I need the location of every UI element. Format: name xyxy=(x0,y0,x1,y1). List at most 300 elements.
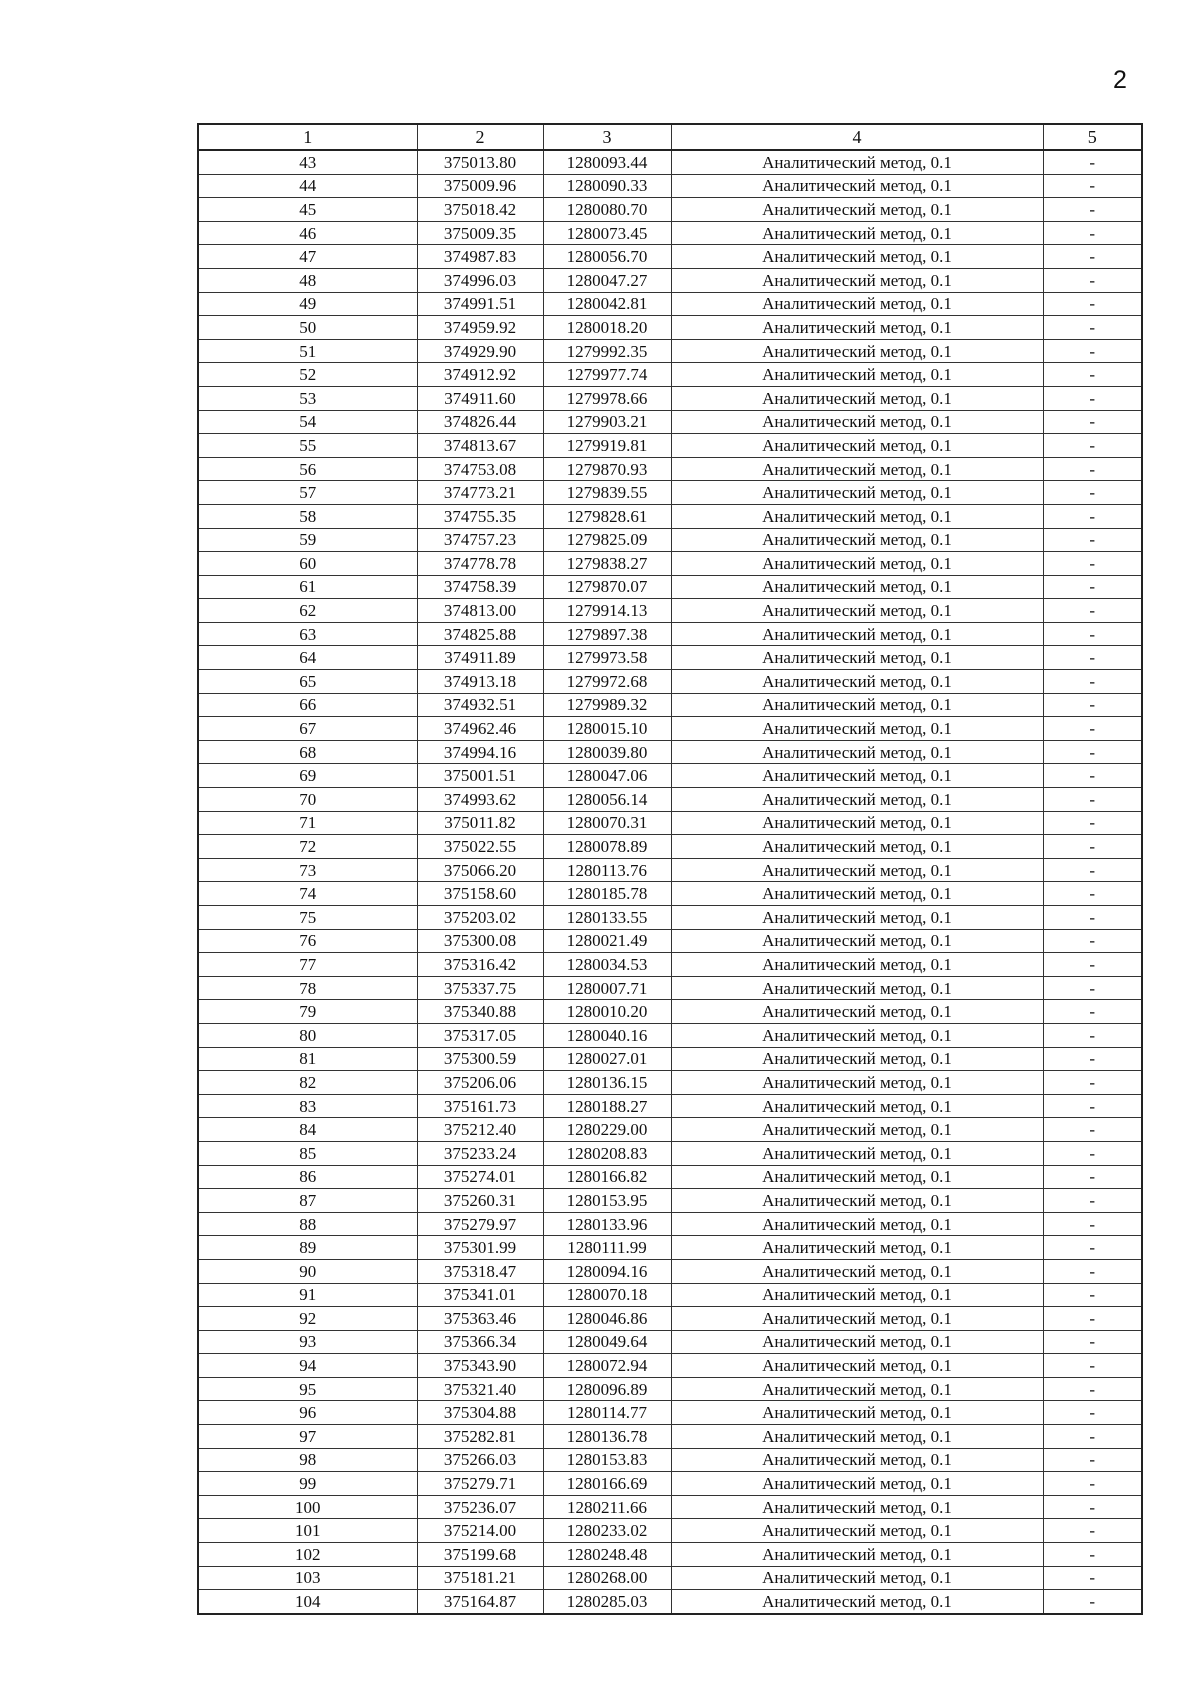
cell-x: 374755.35 xyxy=(417,504,543,528)
cell-method: Аналитический метод, 0.1 xyxy=(671,1330,1043,1354)
cell-x: 375181.21 xyxy=(417,1566,543,1590)
cell-x: 375366.34 xyxy=(417,1330,543,1354)
cell-y: 1280136.15 xyxy=(543,1071,671,1095)
cell-x: 375274.01 xyxy=(417,1165,543,1189)
cell-y: 1280153.95 xyxy=(543,1189,671,1213)
cell-x: 374996.03 xyxy=(417,268,543,292)
cell-note: - xyxy=(1043,1212,1142,1236)
cell-note: - xyxy=(1043,1566,1142,1590)
cell-method: Аналитический метод, 0.1 xyxy=(671,1000,1043,1024)
table-row xyxy=(198,245,1142,269)
coordinates-table xyxy=(197,123,1143,1615)
cell-y: 1280133.55 xyxy=(543,906,671,930)
table-row xyxy=(198,1566,1142,1590)
table-row xyxy=(198,1377,1142,1401)
cell-x: 374993.62 xyxy=(417,788,543,812)
cell-x: 374758.39 xyxy=(417,575,543,599)
table-row xyxy=(198,976,1142,1000)
cell-x: 375236.07 xyxy=(417,1495,543,1519)
table-row xyxy=(198,953,1142,977)
table-row xyxy=(198,670,1142,694)
cell-x: 375363.46 xyxy=(417,1307,543,1331)
cell-note: - xyxy=(1043,221,1142,245)
cell-note: - xyxy=(1043,1071,1142,1095)
cell-y: 1280078.89 xyxy=(543,835,671,859)
cell-y: 1279992.35 xyxy=(543,339,671,363)
cell-x: 374753.08 xyxy=(417,457,543,481)
cell-y: 1280096.89 xyxy=(543,1377,671,1401)
cell-y: 1280136.78 xyxy=(543,1425,671,1449)
cell-point-number: 76 xyxy=(198,929,417,953)
cell-y: 1279903.21 xyxy=(543,410,671,434)
cell-note: - xyxy=(1043,646,1142,670)
cell-point-number: 60 xyxy=(198,552,417,576)
cell-note: - xyxy=(1043,835,1142,859)
cell-point-number: 100 xyxy=(198,1495,417,1519)
cell-y: 1280233.02 xyxy=(543,1519,671,1543)
cell-point-number: 73 xyxy=(198,858,417,882)
cell-x: 374959.92 xyxy=(417,316,543,340)
cell-y: 1280070.31 xyxy=(543,811,671,835)
table-row xyxy=(198,1236,1142,1260)
cell-note: - xyxy=(1043,245,1142,269)
cell-note: - xyxy=(1043,1259,1142,1283)
table-row xyxy=(198,929,1142,953)
cell-x: 375282.81 xyxy=(417,1425,543,1449)
table-row xyxy=(198,1283,1142,1307)
cell-y: 1279973.58 xyxy=(543,646,671,670)
cell-method: Аналитический метод, 0.1 xyxy=(671,1236,1043,1260)
cell-x: 375300.08 xyxy=(417,929,543,953)
cell-method: Аналитический метод, 0.1 xyxy=(671,1377,1043,1401)
cell-y: 1280018.20 xyxy=(543,316,671,340)
cell-x: 375011.82 xyxy=(417,811,543,835)
table-row xyxy=(198,1047,1142,1071)
cell-point-number: 52 xyxy=(198,363,417,387)
cell-method: Аналитический метод, 0.1 xyxy=(671,1448,1043,1472)
cell-method: Аналитический метод, 0.1 xyxy=(671,1259,1043,1283)
cell-note: - xyxy=(1043,1118,1142,1142)
cell-x: 374911.60 xyxy=(417,386,543,410)
cell-y: 1280166.82 xyxy=(543,1165,671,1189)
cell-method: Аналитический метод, 0.1 xyxy=(671,811,1043,835)
table-row xyxy=(198,1590,1142,1614)
cell-point-number: 57 xyxy=(198,481,417,505)
cell-method: Аналитический метод, 0.1 xyxy=(671,457,1043,481)
cell-x: 375212.40 xyxy=(417,1118,543,1142)
table-row xyxy=(198,434,1142,458)
cell-x: 375266.03 xyxy=(417,1448,543,1472)
cell-method: Аналитический метод, 0.1 xyxy=(671,906,1043,930)
cell-y: 1280211.66 xyxy=(543,1495,671,1519)
cell-point-number: 88 xyxy=(198,1212,417,1236)
cell-x: 375300.59 xyxy=(417,1047,543,1071)
table-row xyxy=(198,1165,1142,1189)
cell-x: 375214.00 xyxy=(417,1519,543,1543)
cell-note: - xyxy=(1043,1000,1142,1024)
table-row xyxy=(198,1118,1142,1142)
table-row xyxy=(198,481,1142,505)
cell-note: - xyxy=(1043,717,1142,741)
cell-method: Аналитический метод, 0.1 xyxy=(671,1047,1043,1071)
header-row xyxy=(198,124,1142,150)
table-row xyxy=(198,150,1142,174)
cell-note: - xyxy=(1043,599,1142,623)
cell-note: - xyxy=(1043,1543,1142,1567)
cell-point-number: 68 xyxy=(198,740,417,764)
cell-point-number: 87 xyxy=(198,1189,417,1213)
cell-point-number: 49 xyxy=(198,292,417,316)
cell-point-number: 62 xyxy=(198,599,417,623)
cell-point-number: 59 xyxy=(198,528,417,552)
cell-x: 375343.90 xyxy=(417,1354,543,1378)
cell-x: 374813.00 xyxy=(417,599,543,623)
header-cell-x: 2 xyxy=(417,124,543,150)
cell-method: Аналитический метод, 0.1 xyxy=(671,1283,1043,1307)
table-row xyxy=(198,174,1142,198)
cell-point-number: 72 xyxy=(198,835,417,859)
cell-method: Аналитический метод, 0.1 xyxy=(671,622,1043,646)
cell-note: - xyxy=(1043,528,1142,552)
cell-note: - xyxy=(1043,339,1142,363)
cell-point-number: 54 xyxy=(198,410,417,434)
cell-x: 374913.18 xyxy=(417,670,543,694)
cell-note: - xyxy=(1043,268,1142,292)
cell-note: - xyxy=(1043,434,1142,458)
cell-method: Аналитический метод, 0.1 xyxy=(671,835,1043,859)
cell-point-number: 69 xyxy=(198,764,417,788)
table-row xyxy=(198,646,1142,670)
cell-note: - xyxy=(1043,386,1142,410)
cell-method: Аналитический метод, 0.1 xyxy=(671,1354,1043,1378)
cell-method: Аналитический метод, 0.1 xyxy=(671,1141,1043,1165)
cell-y: 1279825.09 xyxy=(543,528,671,552)
cell-method: Аналитический метод, 0.1 xyxy=(671,268,1043,292)
cell-x: 375317.05 xyxy=(417,1023,543,1047)
table-row xyxy=(198,1000,1142,1024)
table-row xyxy=(198,1543,1142,1567)
cell-method: Аналитический метод, 0.1 xyxy=(671,1495,1043,1519)
cell-x: 375321.40 xyxy=(417,1377,543,1401)
cell-note: - xyxy=(1043,1425,1142,1449)
cell-method: Аналитический метод, 0.1 xyxy=(671,1307,1043,1331)
cell-point-number: 64 xyxy=(198,646,417,670)
table-row xyxy=(198,811,1142,835)
table-row xyxy=(198,1023,1142,1047)
table-row xyxy=(198,1307,1142,1331)
cell-y: 1280153.83 xyxy=(543,1448,671,1472)
cell-note: - xyxy=(1043,575,1142,599)
cell-x: 375318.47 xyxy=(417,1259,543,1283)
cell-y: 1279914.13 xyxy=(543,599,671,623)
table-row xyxy=(198,835,1142,859)
table-row xyxy=(198,599,1142,623)
cell-note: - xyxy=(1043,670,1142,694)
table-row xyxy=(198,906,1142,930)
cell-point-number: 97 xyxy=(198,1425,417,1449)
table-row xyxy=(198,1354,1142,1378)
cell-method: Аналитический метод, 0.1 xyxy=(671,434,1043,458)
cell-x: 374987.83 xyxy=(417,245,543,269)
cell-y: 1280090.33 xyxy=(543,174,671,198)
cell-x: 374757.23 xyxy=(417,528,543,552)
cell-method: Аналитический метод, 0.1 xyxy=(671,1519,1043,1543)
cell-y: 1279839.55 xyxy=(543,481,671,505)
cell-point-number: 71 xyxy=(198,811,417,835)
cell-point-number: 90 xyxy=(198,1259,417,1283)
cell-method: Аналитический метод, 0.1 xyxy=(671,552,1043,576)
cell-method: Аналитический метод, 0.1 xyxy=(671,953,1043,977)
cell-x: 375279.71 xyxy=(417,1472,543,1496)
table-row xyxy=(198,1472,1142,1496)
cell-y: 1280046.86 xyxy=(543,1307,671,1331)
cell-method: Аналитический метод, 0.1 xyxy=(671,528,1043,552)
cell-method: Аналитический метод, 0.1 xyxy=(671,386,1043,410)
cell-note: - xyxy=(1043,1401,1142,1425)
cell-x: 374826.44 xyxy=(417,410,543,434)
cell-point-number: 65 xyxy=(198,670,417,694)
cell-method: Аналитический метод, 0.1 xyxy=(671,1094,1043,1118)
table-row xyxy=(198,622,1142,646)
cell-y: 1280133.96 xyxy=(543,1212,671,1236)
cell-y: 1279870.93 xyxy=(543,457,671,481)
cell-x: 375199.68 xyxy=(417,1543,543,1567)
cell-point-number: 102 xyxy=(198,1543,417,1567)
cell-point-number: 89 xyxy=(198,1236,417,1260)
cell-method: Аналитический метод, 0.1 xyxy=(671,1590,1043,1614)
cell-note: - xyxy=(1043,1141,1142,1165)
cell-note: - xyxy=(1043,174,1142,198)
cell-y: 1280021.49 xyxy=(543,929,671,953)
cell-method: Аналитический метод, 0.1 xyxy=(671,245,1043,269)
header-cell-note: 5 xyxy=(1043,124,1142,150)
cell-note: - xyxy=(1043,1283,1142,1307)
cell-method: Аналитический метод, 0.1 xyxy=(671,1425,1043,1449)
table-row xyxy=(198,1212,1142,1236)
cell-note: - xyxy=(1043,150,1142,174)
cell-x: 374911.89 xyxy=(417,646,543,670)
cell-method: Аналитический метод, 0.1 xyxy=(671,1566,1043,1590)
cell-x: 374991.51 xyxy=(417,292,543,316)
cell-point-number: 75 xyxy=(198,906,417,930)
cell-method: Аналитический метод, 0.1 xyxy=(671,481,1043,505)
cell-y: 1280047.27 xyxy=(543,268,671,292)
cell-note: - xyxy=(1043,552,1142,576)
cell-method: Аналитический метод, 0.1 xyxy=(671,740,1043,764)
cell-note: - xyxy=(1043,1307,1142,1331)
cell-method: Аналитический метод, 0.1 xyxy=(671,1472,1043,1496)
table-header xyxy=(198,124,1142,150)
cell-y: 1280188.27 xyxy=(543,1094,671,1118)
cell-method: Аналитический метод, 0.1 xyxy=(671,1543,1043,1567)
cell-point-number: 45 xyxy=(198,198,417,222)
cell-y: 1280229.00 xyxy=(543,1118,671,1142)
cell-y: 1280034.53 xyxy=(543,953,671,977)
cell-method: Аналитический метод, 0.1 xyxy=(671,717,1043,741)
cell-x: 375009.35 xyxy=(417,221,543,245)
cell-y: 1280166.69 xyxy=(543,1472,671,1496)
cell-method: Аналитический метод, 0.1 xyxy=(671,599,1043,623)
cell-note: - xyxy=(1043,788,1142,812)
cell-point-number: 78 xyxy=(198,976,417,1000)
table-row xyxy=(198,1141,1142,1165)
cell-y: 1279897.38 xyxy=(543,622,671,646)
table-row xyxy=(198,552,1142,576)
cell-point-number: 67 xyxy=(198,717,417,741)
cell-x: 374912.92 xyxy=(417,363,543,387)
cell-method: Аналитический метод, 0.1 xyxy=(671,504,1043,528)
cell-point-number: 56 xyxy=(198,457,417,481)
table-row xyxy=(198,528,1142,552)
cell-x: 375206.06 xyxy=(417,1071,543,1095)
cell-method: Аналитический метод, 0.1 xyxy=(671,410,1043,434)
cell-x: 375233.24 xyxy=(417,1141,543,1165)
cell-method: Аналитический метод, 0.1 xyxy=(671,174,1043,198)
cell-y: 1280027.01 xyxy=(543,1047,671,1071)
cell-note: - xyxy=(1043,316,1142,340)
table-row xyxy=(198,788,1142,812)
cell-y: 1280185.78 xyxy=(543,882,671,906)
cell-note: - xyxy=(1043,858,1142,882)
table-row xyxy=(198,457,1142,481)
cell-point-number: 91 xyxy=(198,1283,417,1307)
cell-point-number: 83 xyxy=(198,1094,417,1118)
cell-y: 1280007.71 xyxy=(543,976,671,1000)
cell-note: - xyxy=(1043,1448,1142,1472)
cell-note: - xyxy=(1043,1047,1142,1071)
cell-point-number: 63 xyxy=(198,622,417,646)
cell-note: - xyxy=(1043,1023,1142,1047)
table-row xyxy=(198,1071,1142,1095)
table-row xyxy=(198,1495,1142,1519)
cell-x: 375341.01 xyxy=(417,1283,543,1307)
cell-y: 1280073.45 xyxy=(543,221,671,245)
cell-note: - xyxy=(1043,481,1142,505)
table-row xyxy=(198,740,1142,764)
cell-x: 375301.99 xyxy=(417,1236,543,1260)
cell-x: 375316.42 xyxy=(417,953,543,977)
cell-point-number: 94 xyxy=(198,1354,417,1378)
cell-point-number: 84 xyxy=(198,1118,417,1142)
cell-method: Аналитический метод, 0.1 xyxy=(671,198,1043,222)
cell-note: - xyxy=(1043,906,1142,930)
table-row xyxy=(198,764,1142,788)
cell-y: 1280015.10 xyxy=(543,717,671,741)
cell-point-number: 98 xyxy=(198,1448,417,1472)
cell-x: 375337.75 xyxy=(417,976,543,1000)
cell-point-number: 81 xyxy=(198,1047,417,1071)
cell-note: - xyxy=(1043,1236,1142,1260)
cell-note: - xyxy=(1043,292,1142,316)
cell-x: 375022.55 xyxy=(417,835,543,859)
cell-point-number: 96 xyxy=(198,1401,417,1425)
cell-note: - xyxy=(1043,1354,1142,1378)
cell-method: Аналитический метод, 0.1 xyxy=(671,646,1043,670)
cell-note: - xyxy=(1043,1377,1142,1401)
cell-note: - xyxy=(1043,1189,1142,1213)
cell-y: 1280285.03 xyxy=(543,1590,671,1614)
table-row xyxy=(198,1401,1142,1425)
table-body xyxy=(198,150,1142,1614)
cell-method: Аналитический метод, 0.1 xyxy=(671,339,1043,363)
cell-method: Аналитический метод, 0.1 xyxy=(671,1071,1043,1095)
cell-point-number: 101 xyxy=(198,1519,417,1543)
table-row xyxy=(198,410,1142,434)
cell-note: - xyxy=(1043,1330,1142,1354)
cell-y: 1280208.83 xyxy=(543,1141,671,1165)
cell-method: Аналитический метод, 0.1 xyxy=(671,882,1043,906)
cell-y: 1280114.77 xyxy=(543,1401,671,1425)
cell-y: 1280049.64 xyxy=(543,1330,671,1354)
cell-method: Аналитический метод, 0.1 xyxy=(671,1118,1043,1142)
cell-x: 375304.88 xyxy=(417,1401,543,1425)
cell-x: 374813.67 xyxy=(417,434,543,458)
cell-point-number: 92 xyxy=(198,1307,417,1331)
cell-point-number: 51 xyxy=(198,339,417,363)
cell-point-number: 70 xyxy=(198,788,417,812)
cell-y: 1280010.20 xyxy=(543,1000,671,1024)
cell-point-number: 86 xyxy=(198,1165,417,1189)
cell-note: - xyxy=(1043,929,1142,953)
table-row xyxy=(198,1425,1142,1449)
cell-x: 375203.02 xyxy=(417,906,543,930)
cell-point-number: 55 xyxy=(198,434,417,458)
cell-method: Аналитический метод, 0.1 xyxy=(671,575,1043,599)
table-row xyxy=(198,1519,1142,1543)
header-cell-point-number: 1 xyxy=(198,124,417,150)
cell-note: - xyxy=(1043,976,1142,1000)
cell-y: 1279972.68 xyxy=(543,670,671,694)
cell-point-number: 77 xyxy=(198,953,417,977)
cell-point-number: 103 xyxy=(198,1566,417,1590)
cell-y: 1279978.66 xyxy=(543,386,671,410)
cell-y: 1280039.80 xyxy=(543,740,671,764)
cell-method: Аналитический метод, 0.1 xyxy=(671,316,1043,340)
cell-y: 1279977.74 xyxy=(543,363,671,387)
cell-point-number: 79 xyxy=(198,1000,417,1024)
cell-method: Аналитический метод, 0.1 xyxy=(671,1401,1043,1425)
cell-note: - xyxy=(1043,1590,1142,1614)
cell-note: - xyxy=(1043,1094,1142,1118)
cell-method: Аналитический метод, 0.1 xyxy=(671,1212,1043,1236)
cell-note: - xyxy=(1043,740,1142,764)
cell-point-number: 44 xyxy=(198,174,417,198)
cell-method: Аналитический метод, 0.1 xyxy=(671,858,1043,882)
cell-method: Аналитический метод, 0.1 xyxy=(671,693,1043,717)
cell-x: 375164.87 xyxy=(417,1590,543,1614)
table-row xyxy=(198,386,1142,410)
cell-y: 1279870.07 xyxy=(543,575,671,599)
table-row xyxy=(198,504,1142,528)
cell-y: 1280268.00 xyxy=(543,1566,671,1590)
cell-note: - xyxy=(1043,953,1142,977)
table-row xyxy=(198,575,1142,599)
cell-note: - xyxy=(1043,457,1142,481)
cell-method: Аналитический метод, 0.1 xyxy=(671,764,1043,788)
table-row xyxy=(198,882,1142,906)
cell-method: Аналитический метод, 0.1 xyxy=(671,670,1043,694)
table-row xyxy=(198,221,1142,245)
cell-note: - xyxy=(1043,882,1142,906)
cell-x: 374929.90 xyxy=(417,339,543,363)
cell-note: - xyxy=(1043,693,1142,717)
table-row xyxy=(198,339,1142,363)
table-row xyxy=(198,363,1142,387)
cell-y: 1280056.70 xyxy=(543,245,671,269)
cell-y: 1280040.16 xyxy=(543,1023,671,1047)
cell-y: 1279919.81 xyxy=(543,434,671,458)
cell-point-number: 93 xyxy=(198,1330,417,1354)
